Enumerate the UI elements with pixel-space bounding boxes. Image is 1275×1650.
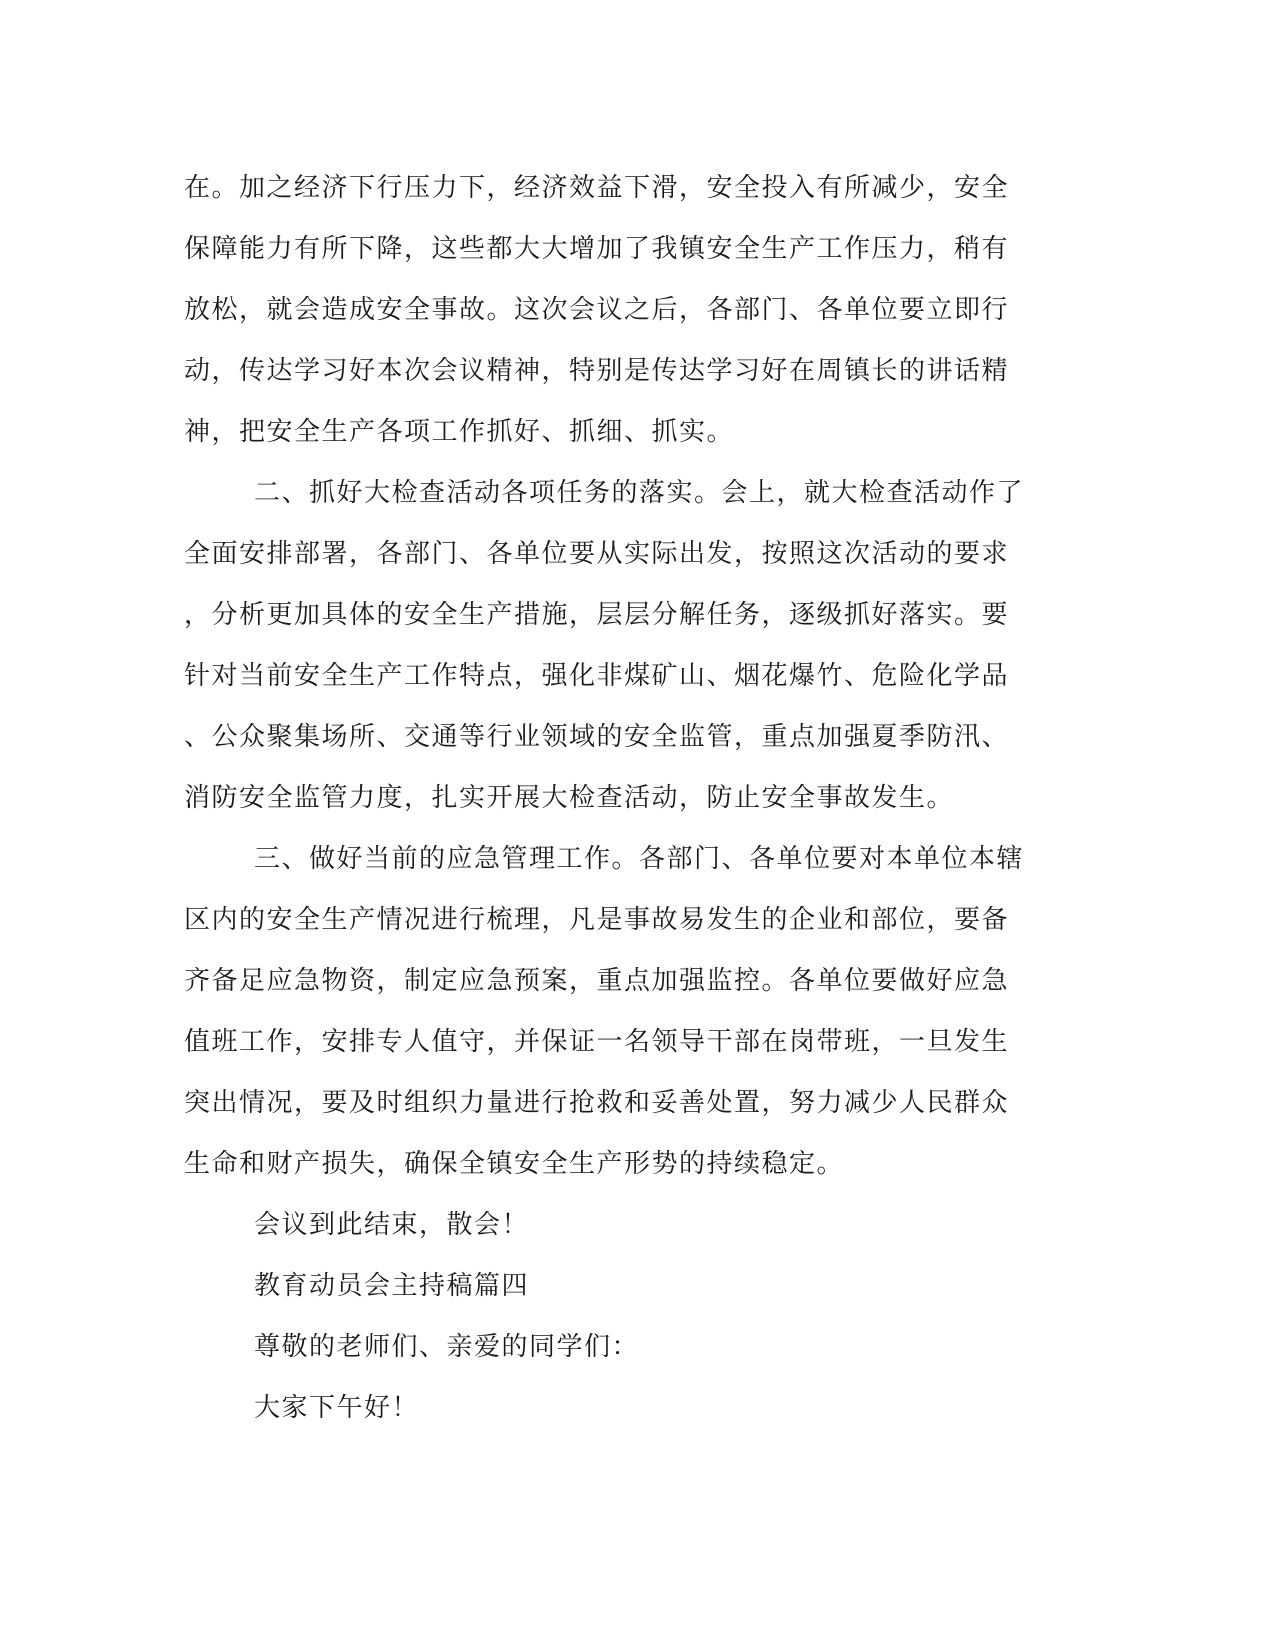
text-line: 在。加之经济下行压力下，经济效益下滑，安全投入有所减少，安全 bbox=[184, 173, 1010, 203]
text-line: 区内的安全生产情况进行梳理，凡是事故易发生的企业和部位，要备 bbox=[184, 905, 1010, 935]
salutation: 尊敬的老师们、亲爱的同学们： bbox=[254, 1332, 640, 1362]
text-line: 针对当前安全生产工作特点，强化非煤矿山、烟花爆竹、危险化学品 bbox=[184, 661, 1010, 691]
document-body bbox=[184, 158, 1036, 1439]
text-line: 全面安排部署，各部门、各单位要从实际出发，按照这次活动的要求 bbox=[184, 539, 1010, 569]
text-line: 突出情况，要及时组织力量进行抢救和妥善处置，努力减少人民群众 bbox=[184, 1088, 1010, 1118]
text-line: ，分析更加具体的安全生产措施，层层分解任务，逐级抓好落实。要 bbox=[184, 600, 1010, 630]
text-line: 生命和财产损失，确保全镇安全生产形势的持续稳定。 bbox=[184, 1149, 845, 1179]
section-heading-line: 二、抓好大检查活动各项任务的落实。会上，就大检查活动作了 bbox=[254, 478, 1025, 508]
closing-line: 会议到此结束，散会！ bbox=[254, 1210, 530, 1240]
section-heading-line: 三、做好当前的应急管理工作。各部门、各单位要对本单位本辖 bbox=[254, 844, 1025, 874]
text-line: 放松，就会造成安全事故。这次会议之后，各部门、各单位要立即行 bbox=[184, 295, 1010, 325]
text-line: 值班工作，安排专人值守，并保证一名领导干部在岗带班，一旦发生 bbox=[184, 1027, 1010, 1057]
text-line: 神，把安全生产各项工作抓好、抓细、抓实。 bbox=[184, 417, 735, 447]
text-line: 动，传达学习好本次会议精神，特别是传达学习好在周镇长的讲话精 bbox=[184, 356, 1010, 386]
text-line: 保障能力有所下降，这些都大大增加了我镇安全生产工作压力，稍有 bbox=[184, 234, 1010, 264]
text-line: 、公众聚集场所、交通等行业领域的安全监管，重点加强夏季防汛、 bbox=[184, 722, 1010, 752]
text-line: 齐备足应急物资，制定应急预案，重点加强监控。各单位要做好应急 bbox=[184, 966, 1010, 996]
document-title: 教育动员会主持稿篇四 bbox=[254, 1271, 530, 1301]
text-line: 消防安全监管力度，扎实开展大检查活动，防止安全事故发生。 bbox=[184, 783, 955, 813]
greeting: 大家下午好！ bbox=[254, 1393, 420, 1423]
